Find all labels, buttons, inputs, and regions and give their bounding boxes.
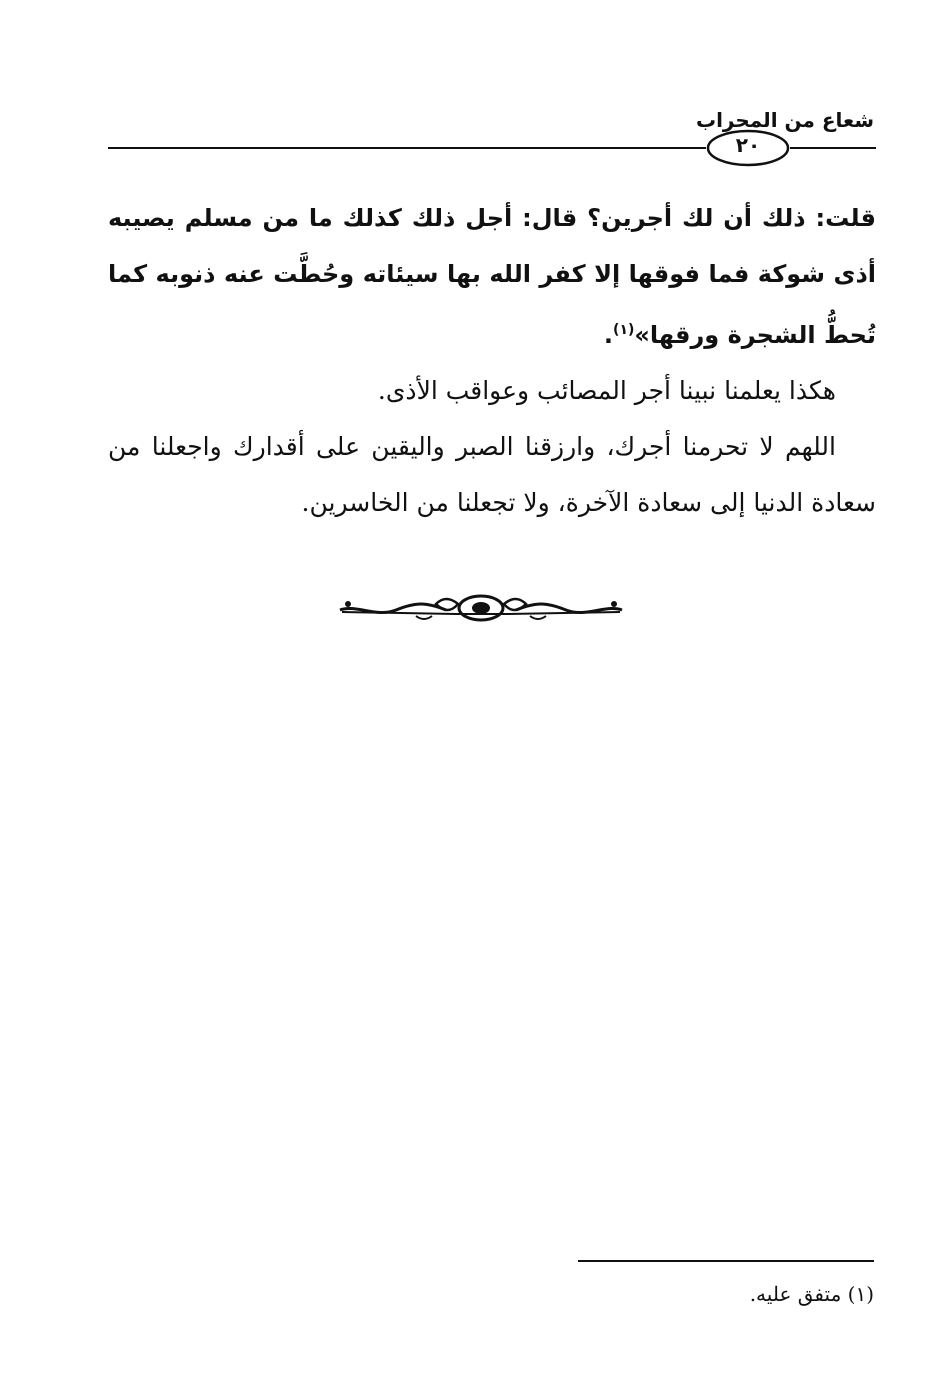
header-rule-end [790, 147, 876, 149]
footnote-reference: (١) [613, 322, 635, 338]
decorative-divider-icon [336, 590, 626, 626]
hadith-paragraph [108, 190, 876, 363]
footnote-rule [578, 1260, 874, 1262]
hadith-text: قلت: ذلك أن لك أجرين؟ قال: أجل ذلك كذلك ما من مسلم يصيبه أذى شوكة فما فوقها إلا كفر الله بها سيئاته وحُطَّت عنه ذنوبه كما تُحطُّ الشجرة ورقها» [108, 204, 876, 349]
footnote-1: (١) متفق عليه. [749, 1282, 874, 1306]
main-text [108, 190, 876, 531]
lesson-paragraph: هكذا يعلمنا نبينا أجر المصائب وعواقب الأذى. [377, 376, 836, 405]
hadith-end: . [603, 321, 614, 349]
header-rule [108, 147, 706, 149]
prayer-paragraph: اللهم لا تحرمنا أجرك، وارزقنا الصبر واليقين على أقدارك واجعلنا من سعادة الدنيا إلى سعادة الآخرة، ولا تجعلنا من الخاسرين. [108, 432, 876, 517]
running-title: شعاع من المحراب [695, 108, 874, 132]
page-number: ٢٠ [735, 133, 761, 157]
